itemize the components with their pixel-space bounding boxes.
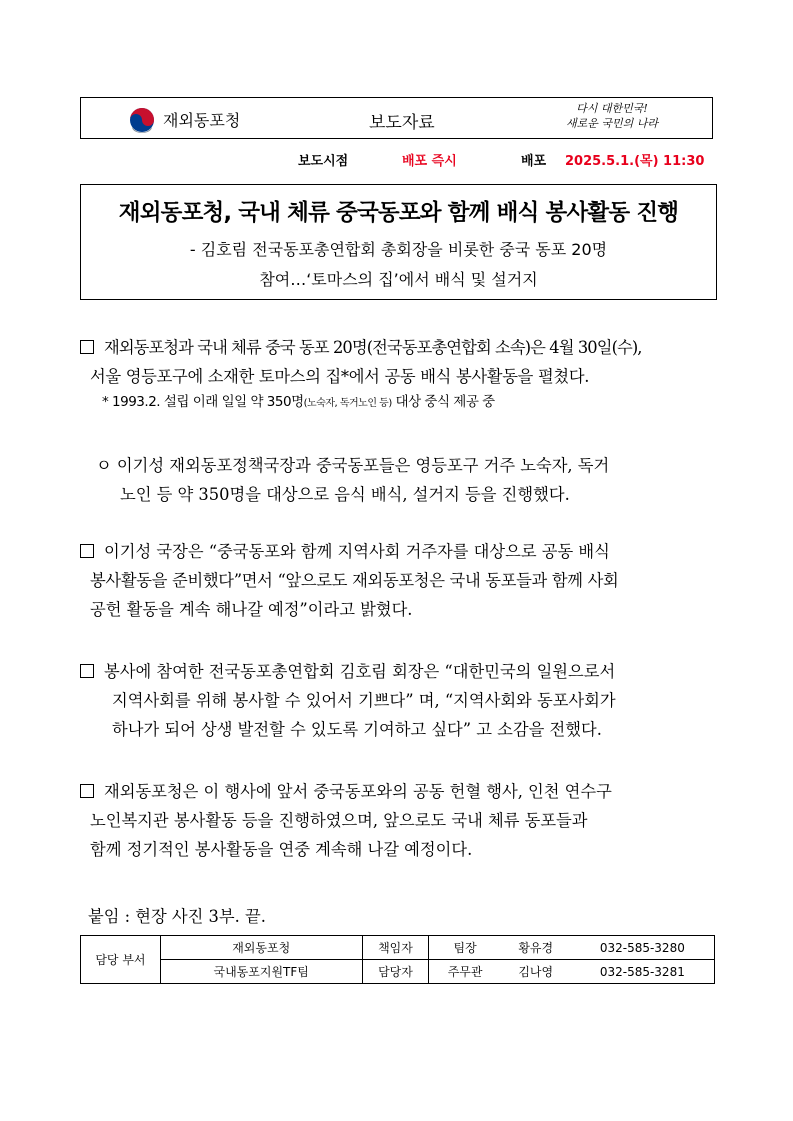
paragraph-4-line-3: 하나가 되어 상생 발전할 수 있도록 기여하고 싶다” 고 소감을 전했다.: [112, 720, 602, 739]
agency-name: 재외동포청: [163, 111, 241, 130]
table-row: [81, 936, 715, 960]
contact-role: 담당자: [362, 960, 429, 984]
contact-table: [80, 935, 715, 984]
contact-name: 김나영: [501, 960, 571, 984]
slogan: [557, 101, 667, 131]
contact-title: 주무관: [429, 960, 501, 984]
paragraph-1: [80, 333, 720, 415]
subheadline-line-2: 참여…‘토마스의 집’에서 배식 및 설거지: [259, 270, 538, 289]
paragraph-5-line-2: 노인복지관 봉사활동 등을 진행하였으며, 앞으로도 국내 체류 동포들과: [90, 811, 588, 830]
paragraph-4: [80, 657, 720, 744]
headline-box: [80, 184, 717, 300]
checkbox-bullet-icon: [80, 664, 94, 678]
paragraph-1-line-2: 서울 영등포구에 소재한 토마스의 집*에서 공동 배식 봉사활동을 펼쳤다.: [90, 367, 590, 386]
slogan-line-1: 다시 대한민국!: [576, 102, 648, 115]
paragraph-5-line-3: 함께 정기적인 봉사활동을 연중 계속해 나갈 예정이다.: [90, 840, 473, 859]
checkbox-bullet-icon: [80, 544, 94, 558]
release-date-value: 2025.5.1.(목) 11:30: [565, 154, 705, 169]
dept-label: 담당 부서: [81, 936, 161, 984]
contact-title: 팀장: [429, 936, 501, 960]
paragraph-2: [96, 451, 720, 509]
checkbox-bullet-icon: [80, 784, 94, 798]
paragraph-5-line-1: 재외동포청은 이 행사에 앞서 중국동포와의 공동 헌혈 행사, 인천 연수구: [104, 782, 612, 801]
paragraph-4-line-2: 지역사회를 위해 봉사할 수 있어서 기쁘다” 며, “지역사회와 동포사회가: [112, 691, 616, 710]
subheadline-line-1: - 김호림 전국동포총연합회 총회장을 비롯한 중국 동포 20명: [189, 240, 608, 259]
paragraph-3-line-1: 이기성 국장은 “중국동포와 함께 지역사회 거주자를 대상으로 공동 배식: [104, 542, 610, 561]
release-date-label: 배포: [521, 154, 547, 169]
table-row: [81, 960, 715, 984]
footnote: [80, 391, 720, 415]
team-name: 국내동포지원TF팀: [160, 960, 362, 984]
attachment-note: 붙임 : 현장 사진 3부. 끝.: [88, 907, 266, 926]
paragraph-2-line-1: ㅇ 이기성 재외동포정책국장과 중국동포들은 영등포구 거주 노숙자, 독거: [96, 456, 610, 475]
slogan-line-2: 새로운 국민의 나라: [565, 117, 658, 130]
paragraph-3-line-3: 공헌 활동을 계속 해나갈 예정”이라고 밝혔다.: [90, 600, 413, 619]
headline: 재외동포청, 국내 체류 중국동포와 함께 배식 봉사활동 진행: [118, 200, 679, 226]
paragraph-2-line-2: 노인 등 약 350명을 대상으로 음식 배식, 설거지 등을 진행했다.: [120, 485, 570, 504]
contact-role: 책임자: [362, 936, 429, 960]
contact-phone: 032-585-3280: [571, 936, 715, 960]
government-logo-icon: [129, 107, 155, 133]
footnote-part-1: * 1993.2. 설립 이래 일일 약 350명: [102, 394, 304, 410]
footnote-part-3: 대상 중식 제공 중: [391, 394, 495, 410]
paragraph-4-line-1: 봉사에 참여한 전국동포총연합회 김호림 회장은 “대한민국의 일원으로서: [104, 662, 616, 681]
document-type: 보도자료: [369, 113, 435, 133]
checkbox-bullet-icon: [80, 340, 94, 354]
contact-name: 황유경: [501, 936, 571, 960]
footnote-part-2: (노숙자, 독거노인 등): [303, 398, 392, 409]
press-release-header: [80, 97, 713, 139]
paragraph-3-line-2: 봉사활동을 준비했다”면서 “앞으로도 재외동포청은 국내 동포들과 함께 사회: [90, 571, 619, 590]
release-timing-label: 보도시점: [298, 154, 349, 169]
paragraph-5: [80, 777, 720, 864]
paragraph-3: [80, 537, 720, 624]
dept-name: 재외동포청: [160, 936, 362, 960]
release-timing-value: 배포 즉시: [402, 154, 457, 169]
paragraph-1-line-1: 재외동포청과 국내 체류 중국 동포 20명(전국동포총연합회 소속)은 4월 30일(수),: [104, 338, 642, 357]
contact-phone: 032-585-3281: [571, 960, 715, 984]
